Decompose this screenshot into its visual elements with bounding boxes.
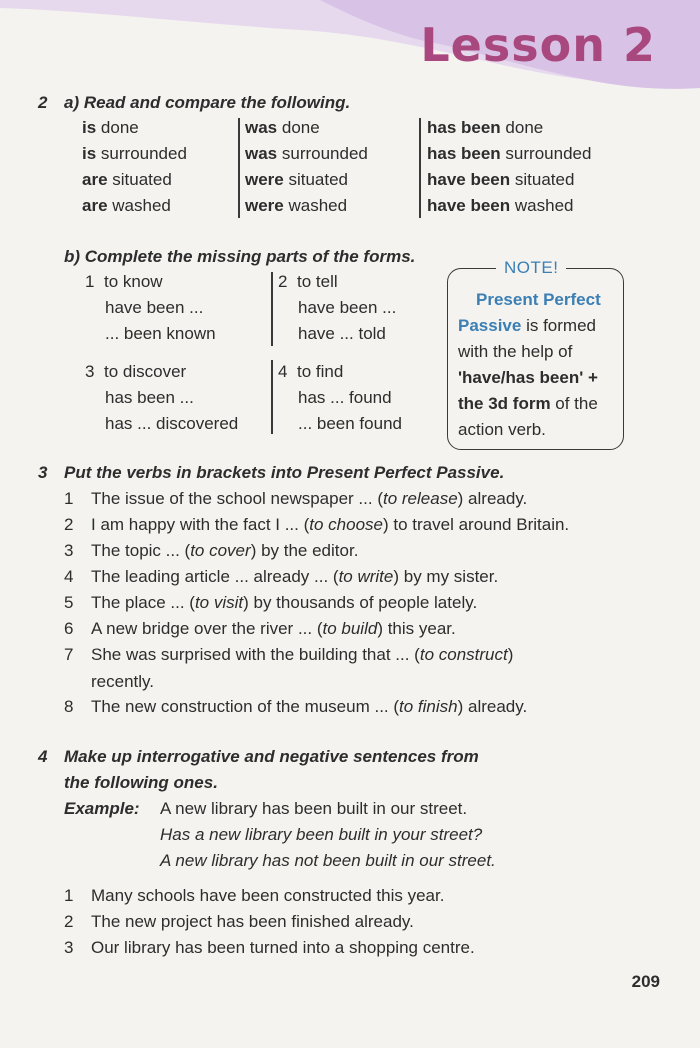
verb-in-brackets: to choose [309,515,383,534]
verb-participle: situated [107,170,172,189]
forms-divider [271,360,273,434]
note-line: 'have/has been' + [458,368,598,387]
note-term: Passive [458,316,522,335]
verb-participle: done [277,118,320,137]
table-cell [82,196,171,216]
form-line: ... been found [298,414,402,433]
note-line: with the help of [458,342,573,361]
forms-divider [271,272,273,346]
sentence-part: I am happy with the fact I ... ( [91,515,310,534]
verb-in-brackets: to cover [190,541,251,560]
list-item [91,619,456,639]
verb-aux: is [82,118,97,137]
form-line: have been ... [298,298,397,317]
table-cell [427,170,574,190]
form-line: has been ... [105,388,194,407]
form-number: 1 [85,272,95,291]
verb-aux: are [82,170,108,189]
lesson-title: Lesson 2 [420,18,656,72]
table-cell [245,144,368,164]
form-line: ... been known [105,324,216,343]
note-line: action verb. [458,420,546,439]
verb-in-brackets: to write [338,567,394,586]
verb-aux: are [82,196,108,215]
sentence-part: ) this year. [377,619,456,638]
table-divider [419,118,421,218]
note-line [458,394,598,414]
page-number: 209 [631,972,660,991]
form-number: 3 [85,362,95,381]
sentence-part: ) [507,645,514,664]
sentence-part: ) to travel around Britain. [383,515,570,534]
table-cell [427,144,591,164]
table-cell [245,118,320,138]
table-cell [82,170,172,190]
list-number: 7 [64,645,74,664]
exercise-3-instruction: Put the verbs in brackets into Present Perfect Passive. [64,463,505,482]
list-number: 3 [64,541,74,560]
verb-participle: surrounded [500,144,592,163]
list-item: Our library has been turned into a shopping centre. [91,938,475,957]
item-7-continuation: recently. [91,672,154,691]
list-item [91,489,527,509]
list-item [91,593,477,613]
form-line: has ... found [298,388,392,407]
form-line: to find [297,362,344,381]
sentence-part: ) already. [457,489,528,508]
table-cell [245,170,348,190]
note-line: Present Perfect [476,290,601,309]
sentence-part: The place ... ( [91,593,195,612]
example-question: Has a new library been built in your street? [160,825,483,844]
sentence-part: The new construction of the museum ... ( [91,697,400,716]
list-item [91,567,498,587]
example-sentence: A new library has been built in our street. [160,799,468,818]
list-number: 6 [64,619,74,638]
note-text: is formed [521,316,596,335]
verb-participle: situated [510,170,575,189]
verb-aux: have been [427,196,511,215]
list-item [91,645,513,665]
verb-participle: surrounded [277,144,368,163]
example-negative: A new library has not been built in our street. [160,851,496,870]
form-line: have been ... [105,298,204,317]
form-line: has ... discovered [105,414,239,433]
list-number: 1 [64,886,74,905]
exercise-4-instruction: Make up interrogative and negative sentences from [64,747,479,766]
verb-aux: were [245,170,284,189]
verb-in-brackets: to release [383,489,458,508]
list-number: 2 [64,515,74,534]
table-divider [238,118,240,218]
sentence-part: She was surprised with the building that ... ( [91,645,420,664]
list-number: 3 [64,938,74,957]
sentence-part: ) by the editor. [250,541,359,560]
verb-aux: were [245,196,284,215]
list-number: 5 [64,593,74,612]
sentence-part: ) already. [457,697,528,716]
verb-aux: was [245,118,278,137]
verb-aux: has been [427,144,501,163]
list-number: 4 [64,567,74,586]
verb-in-brackets: to visit [194,593,244,612]
form-number: 2 [278,272,288,291]
sentence-part: ) by my sister. [393,567,499,586]
table-cell [82,144,187,164]
exercise-4-instruction: the following ones. [64,773,218,792]
list-number: 8 [64,697,74,716]
list-item: Many schools have been constructed this year. [91,886,445,905]
sentence-part: The leading article ... already ... ( [91,567,339,586]
sentence-part: ) by thousands of people lately. [243,593,478,612]
table-cell [245,196,347,216]
form-line: to tell [297,272,338,291]
verb-aux: has been [427,118,501,137]
table-cell [82,118,139,138]
verb-participle: washed [107,196,171,215]
verb-participle: washed [283,196,348,215]
verb-in-brackets: to build [322,619,378,638]
verb-participle: done [500,118,544,137]
verb-participle: surrounded [96,144,187,163]
verb-participle: situated [283,170,349,189]
form-line: have ... told [298,324,386,343]
exercise-4-number: 4 [38,747,48,766]
list-item: The new project has been finished already. [91,912,414,931]
verb-in-brackets: to construct [419,645,508,664]
form-line: to know [104,272,163,291]
exercise-3-number: 3 [38,463,48,482]
list-number: 2 [64,912,74,931]
exercise-2a-instruction: a) Read and compare the following. [64,93,351,112]
verb-in-brackets: to finish [399,697,458,716]
note-title: NOTE! [496,258,566,278]
verb-aux: is [82,144,97,163]
verb-aux: have been [427,170,511,189]
table-cell [427,118,543,138]
verb-aux: was [245,144,278,163]
list-item [91,541,358,561]
form-line: to discover [104,362,187,381]
list-item [91,515,569,535]
exercise-2b-instruction: b) Complete the missing parts of the forms. [64,247,416,266]
sentence-part: The topic ... ( [91,541,191,560]
list-number: 1 [64,489,74,508]
example-label: Example: [64,799,140,818]
sentence-part: A new bridge over the river ... ( [91,619,323,638]
verb-participle: washed [510,196,574,215]
note-line [458,316,596,336]
exercise-2-number: 2 [38,93,48,112]
form-number: 4 [278,362,288,381]
verb-participle: done [96,118,139,137]
note-term: the 3d form [458,394,551,413]
sentence-part: The issue of the school newspaper ... ( [91,489,383,508]
list-item [91,697,527,717]
note-text: of the [550,394,598,413]
table-cell [427,196,573,216]
